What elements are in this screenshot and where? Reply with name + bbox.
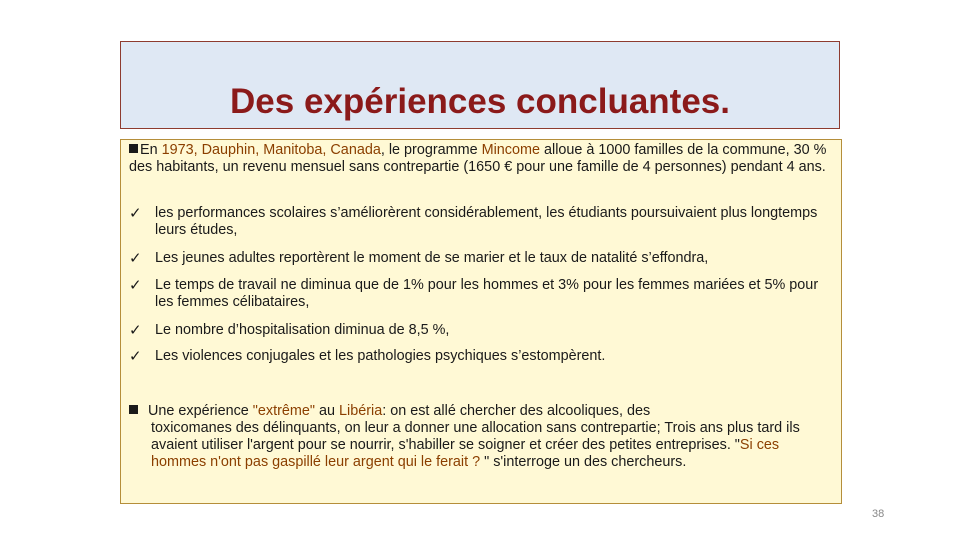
intro-paragraph: [129, 142, 834, 176]
second-highlight-extreme: "extrême": [252, 403, 315, 419]
second-text-2: au: [315, 403, 340, 419]
second-continuation: [129, 420, 834, 471]
list-item-text: les performances scolaires s’améliorèrent considérablement, les étudiants poursuivaient plus longtemps leurs études,: [155, 205, 818, 238]
second-rest-2: " s'interroge un des chercheurs.: [480, 454, 687, 470]
checkmark-icon: ✓: [129, 277, 142, 294]
square-bullet-icon: [129, 405, 138, 414]
checkmark-icon: ✓: [129, 348, 142, 365]
intro-text-1: En: [140, 142, 162, 158]
page-number: 38: [872, 508, 885, 520]
second-paragraph: [129, 403, 834, 471]
second-highlight-liberia: Libéria: [339, 403, 383, 419]
second-highlight-quote: Si ces hommes n'ont pas gaspillé leur argent qui le ferait ?: [151, 437, 780, 470]
second-text-3: : on est allé chercher des alcooliques, des: [382, 403, 651, 419]
checkmark-icon: ✓: [129, 322, 142, 339]
title-box: [120, 41, 840, 129]
intro-text-2: , le programme: [380, 142, 482, 158]
list-item-text: Les violences conjugales et les pathologies psychiques s’estompèrent.: [155, 348, 606, 364]
intro-text-3: alloue à 1000 familles de la commune, 30 % des habitants, un revenu mensuel sans contrepartie (1650 € pour une famille de 4 personnes) pendant 4 ans.: [129, 142, 827, 175]
intro-highlight-program: Mincome: [481, 142, 540, 158]
list-item-text: Le nombre d’hospitalisation diminua de 8,5 %,: [155, 322, 450, 338]
square-bullet-icon: [129, 144, 138, 153]
slide-title: Des expériences concluantes.: [230, 82, 730, 121]
checkmark-icon: ✓: [129, 250, 142, 267]
content-box: [120, 139, 842, 504]
second-text-1: Une expérience: [148, 403, 253, 419]
list-item-text: Le temps de travail ne diminua que de 1% pour les hommes et 3% pour les femmes mariées et 5% pour les femmes célibataires,: [155, 277, 819, 310]
checkmark-icon: ✓: [129, 205, 142, 222]
second-rest-1: toxicomanes des délinquants, on leur a donner une allocation sans contrepartie; Trois ans plus tard ils avaient utiliser l'argent pour se nourrir, s'habiller se soigner et créer des petites entreprises. ": [151, 420, 800, 453]
list-item-text: Les jeunes adultes reportèrent le moment de se marier et le taux de natalité s’effondra,: [155, 250, 709, 266]
intro-highlight-place: 1973, Dauphin, Manitoba, Canada: [161, 142, 381, 158]
